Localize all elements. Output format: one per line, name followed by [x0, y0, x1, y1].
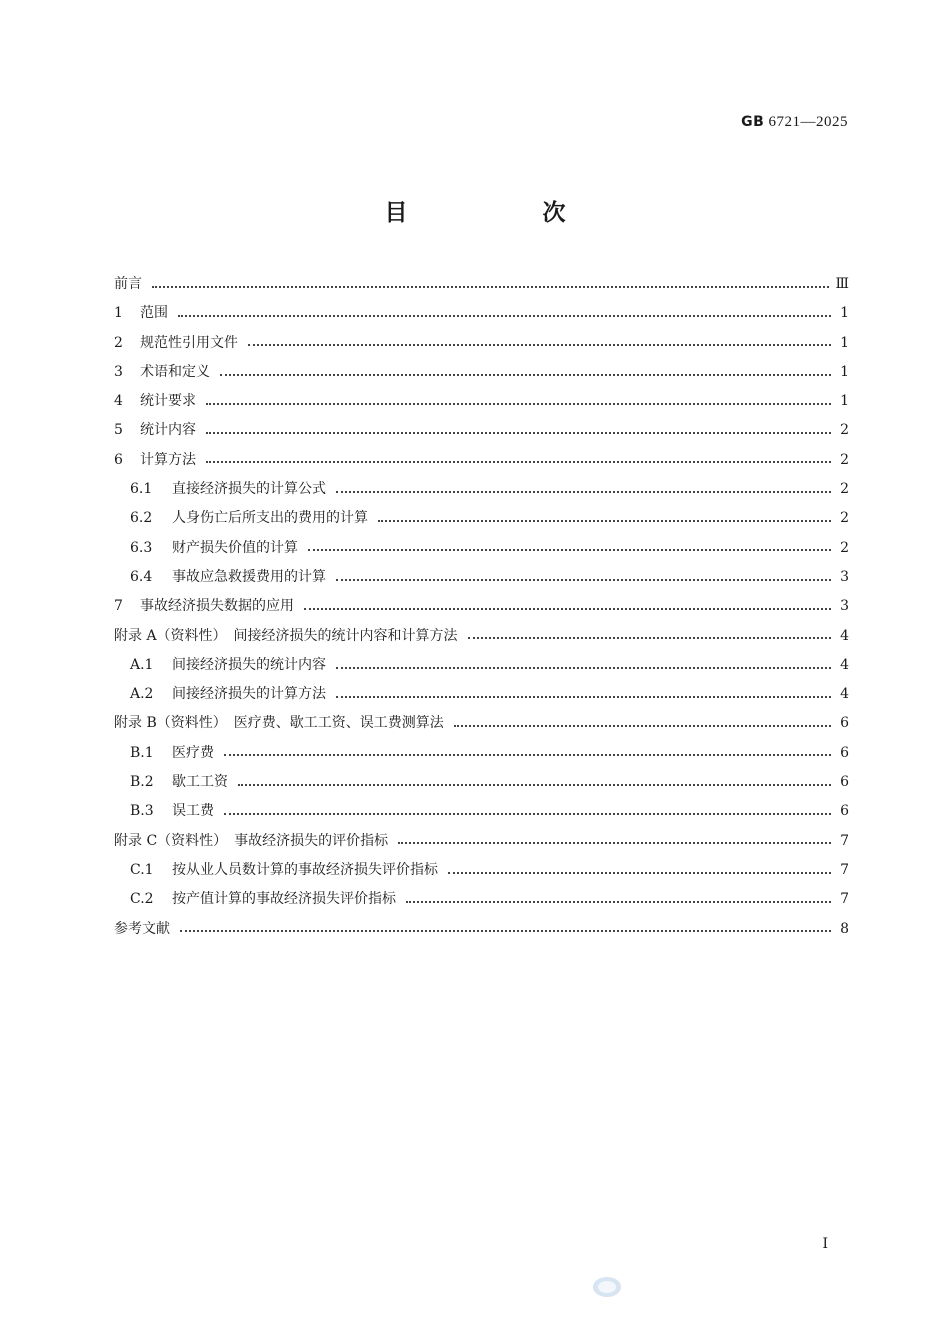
- toc-entry-label: 事故应急救援费用的计算: [172, 568, 326, 585]
- toc-entry[interactable]: [114, 592, 849, 621]
- toc-entry[interactable]: [114, 709, 849, 738]
- toc-leader-dots: [454, 725, 831, 727]
- toc-entry[interactable]: [114, 797, 849, 826]
- toc-entry[interactable]: [114, 680, 849, 709]
- page-number: I: [822, 1236, 828, 1252]
- toc-entry-label: 附录 C（资料性） 事故经济损失的评价指标: [114, 832, 389, 849]
- toc-entry[interactable]: [114, 329, 849, 358]
- toc-entry[interactable]: [114, 768, 849, 797]
- toc-entry[interactable]: [114, 739, 849, 768]
- toc-leader-dots: [180, 930, 831, 932]
- toc-leader-dots: [378, 520, 831, 522]
- toc-entry-number: B.3: [130, 803, 154, 820]
- toc-leader-dots: [206, 403, 831, 405]
- toc-entry[interactable]: [114, 885, 849, 914]
- sac-logo-icon: [592, 1276, 622, 1298]
- toc-entry[interactable]: [114, 504, 849, 533]
- standard-prefix: GB: [741, 114, 765, 130]
- toc-entry-label: 按产值计算的事故经济损失评价指标: [172, 891, 396, 908]
- toc-entry-label: 附录 B（资料性） 医疗费、歇工工资、误工费测算法: [114, 715, 444, 732]
- toc-entry[interactable]: [114, 622, 849, 651]
- toc-entry[interactable]: [114, 915, 849, 944]
- toc-entry-page: 1: [840, 363, 849, 380]
- toc-entry-number: 4: [114, 393, 123, 410]
- toc-entry-label: 间接经济损失的计算方法: [172, 686, 326, 703]
- toc-entry[interactable]: [114, 651, 849, 680]
- toc-entry-page: 4: [840, 656, 849, 673]
- toc-leader-dots: [406, 901, 831, 903]
- toc-entry-page: 2: [840, 510, 849, 527]
- toc-entry-label: 附录 A（资料性） 间接经济损失的统计内容和计算方法: [114, 627, 458, 644]
- toc-leader-dots: [448, 872, 831, 874]
- toc-leader-dots: [304, 608, 831, 610]
- toc-entry[interactable]: [114, 563, 849, 592]
- toc-entry-page: 6: [840, 803, 849, 820]
- toc-entry-number: A.2: [130, 686, 154, 703]
- toc-entry-page: 3: [840, 598, 849, 615]
- toc-leader-dots: [224, 754, 831, 756]
- toc-entry-label: 范围: [140, 305, 168, 322]
- toc-leader-dots: [398, 842, 831, 844]
- standard-code: 6721—2025: [768, 114, 848, 130]
- toc-leader-dots: [336, 491, 831, 493]
- toc-entry-page: 6: [840, 715, 849, 732]
- toc-entry-label: 参考文献: [114, 920, 170, 937]
- toc-entry-page: 1: [840, 334, 849, 351]
- toc-leader-dots: [220, 374, 831, 376]
- toc-entry-page: 1: [840, 393, 849, 410]
- toc-entry[interactable]: [114, 534, 849, 563]
- toc-entry-label: 直接经济损失的计算公式: [172, 481, 326, 498]
- table-of-contents: [114, 270, 849, 944]
- toc-leader-dots: [336, 579, 831, 581]
- toc-leader-dots: [224, 813, 831, 815]
- toc-entry-number: C.2: [130, 891, 154, 908]
- toc-entry-page: 7: [840, 832, 849, 849]
- toc-leader-dots: [238, 784, 831, 786]
- toc-leader-dots: [206, 432, 831, 434]
- toc-entry-number: 6.4: [130, 568, 153, 585]
- toc-entry-number: 5: [114, 422, 123, 439]
- toc-entry-label: 人身伤亡后所支出的费用的计算: [172, 510, 368, 527]
- toc-entry-page: 4: [840, 686, 849, 703]
- toc-entry[interactable]: [114, 358, 849, 387]
- toc-entry-label: 歇工工资: [172, 774, 228, 791]
- toc-leader-dots: [248, 344, 831, 346]
- toc-leader-dots: [336, 696, 831, 698]
- toc-entry-page: 7: [840, 891, 849, 908]
- toc-entry-label: 财产损失价值的计算: [172, 539, 298, 556]
- toc-entry-label: 误工费: [172, 803, 214, 820]
- toc-entry[interactable]: [114, 446, 849, 475]
- toc-entry-number: 6.1: [130, 481, 153, 498]
- toc-entry[interactable]: [114, 827, 849, 856]
- toc-entry-page: 3: [840, 568, 849, 585]
- toc-entry-number: 6.3: [130, 539, 153, 556]
- toc-entry-label: 规范性引用文件: [140, 334, 238, 351]
- toc-entry-label: 统计要求: [140, 393, 196, 410]
- toc-entry-number: A.1: [130, 656, 154, 673]
- toc-entry-number: B.2: [130, 774, 154, 791]
- toc-leader-dots: [468, 637, 831, 639]
- toc-entry-label: 事故经济损失数据的应用: [140, 598, 294, 615]
- toc-leader-dots: [206, 461, 831, 463]
- toc-entry-number: 6: [114, 451, 123, 468]
- toc-entry-page: 8: [840, 920, 849, 937]
- toc-entry-number: 2: [114, 334, 123, 351]
- toc-entry-number: 1: [114, 305, 123, 322]
- toc-entry-number: 3: [114, 363, 123, 380]
- toc-entry-number: 7: [114, 598, 123, 615]
- toc-leader-dots: [178, 315, 831, 317]
- toc-entry-page: 2: [840, 422, 849, 439]
- toc-entry[interactable]: [114, 475, 849, 504]
- toc-entry-page: 6: [840, 774, 849, 791]
- toc-entry-label: 统计内容: [140, 422, 196, 439]
- toc-entry-number: B.1: [130, 744, 154, 761]
- toc-entry-page: 7: [840, 861, 849, 878]
- toc-entry-page: 2: [840, 539, 849, 556]
- toc-entry[interactable]: [114, 387, 849, 416]
- toc-entry-label: 前言: [114, 276, 142, 292]
- toc-leader-dots: [308, 549, 831, 551]
- standard-number: [741, 114, 848, 131]
- toc-entry[interactable]: [114, 270, 849, 299]
- toc-entry-number: 6.2: [130, 510, 153, 527]
- toc-entry-number: C.1: [130, 861, 154, 878]
- toc-entry-label: 医疗费: [172, 744, 214, 761]
- toc-entry-page: 2: [840, 481, 849, 498]
- toc-entry-label: 按从业人员数计算的事故经济损失评价指标: [172, 861, 438, 878]
- toc-entry-page: 2: [840, 451, 849, 468]
- toc-entry[interactable]: [114, 299, 849, 328]
- toc-entry-label: 间接经济损失的统计内容: [172, 656, 326, 673]
- toc-entry-label: 计算方法: [140, 451, 196, 468]
- toc-entry[interactable]: [114, 856, 849, 885]
- toc-title: 目 次: [384, 200, 622, 226]
- toc-entry-page: 1: [840, 305, 849, 322]
- toc-entry-label: 术语和定义: [140, 363, 210, 380]
- toc-entry-page: 6: [840, 744, 849, 761]
- toc-leader-dots: [336, 667, 831, 669]
- toc-entry-page: Ⅲ: [835, 276, 849, 292]
- toc-leader-dots: [152, 286, 829, 288]
- toc-entry[interactable]: [114, 416, 849, 445]
- toc-entry-page: 4: [840, 627, 849, 644]
